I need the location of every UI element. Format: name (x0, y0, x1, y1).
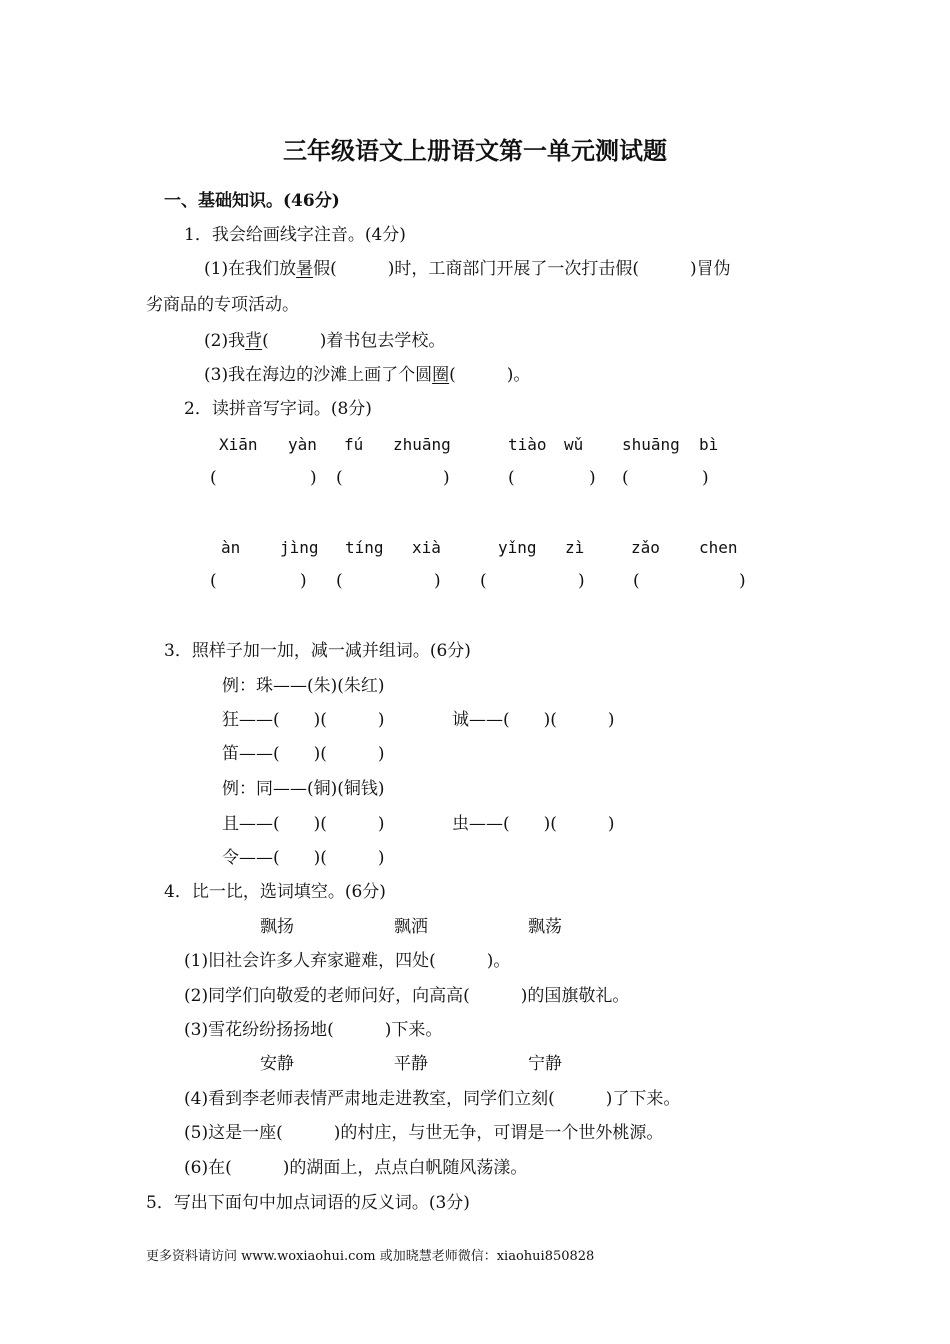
pinyin: shuāng (622, 435, 680, 454)
q3-line: 狂——( )( ) (222, 710, 385, 730)
q3-line: 虫——( )( ) (452, 814, 615, 834)
answer-paren-open: ( (336, 468, 343, 488)
q4-sentence: (4)看到李老师表情严肃地走进教室，同学们立刻( )了下来。 (184, 1089, 681, 1109)
word-choice: 宁静 (528, 1054, 562, 1074)
underlined-char: 圈 (432, 365, 450, 385)
answer-paren-open: ( (508, 468, 515, 488)
page-title: 三年级语文上册语文第一单元测试题 (283, 136, 667, 165)
q3-example-1: 例：珠——(朱)(朱红) (222, 676, 385, 696)
underlined-char: 暑 (296, 259, 314, 279)
pinyin: tiào (508, 435, 547, 454)
q1-item1-continued: 劣商品的专项活动。 (146, 295, 299, 315)
answer-paren-close: ) (443, 468, 450, 488)
q1-item2: (2)我背( )着书包去学校。 (204, 331, 446, 351)
q3-line: 且——( )( ) (222, 814, 385, 834)
word-choice: 安静 (260, 1054, 294, 1074)
pinyin: chen (699, 538, 738, 557)
q3-prompt: 3．照样子加一加，减一减并组词。(6分) (164, 641, 471, 661)
answer-paren-open: ( (622, 468, 629, 488)
answer-paren-close: ) (434, 571, 441, 591)
q3-line: 诚——( )( ) (452, 710, 615, 730)
q3-line: 令——( )( ) (222, 848, 385, 868)
pinyin: tíng (345, 538, 384, 557)
answer-paren-open: ( (480, 571, 487, 591)
answer-paren-open: ( (210, 571, 217, 591)
q4-sentence: (2)同学们向敬爱的老师问好，向高高( )的国旗敬礼。 (184, 986, 630, 1006)
answer-paren-close: ) (702, 468, 709, 488)
word-choice: 飘扬 (260, 917, 294, 937)
answer-paren-close: ) (310, 468, 317, 488)
answer-paren-close: ) (589, 468, 596, 488)
q4-sentence: (6)在( )的湖面上，点点白帆随风荡漾。 (184, 1158, 528, 1178)
pinyin: zǎo (631, 538, 660, 557)
underlined-char: 背 (245, 331, 263, 351)
q4-sentence: (1)旧社会许多人弃家避难，四处( )。 (184, 951, 511, 971)
pinyin: yàn (288, 435, 317, 454)
q4-sentence: (3)雪花纷纷扬扬地( )下来。 (184, 1020, 443, 1040)
q1-item3: (3)我在海边的沙滩上画了个圆圈( )。 (204, 365, 531, 385)
answer-paren-close: ) (578, 571, 585, 591)
pinyin: àn (221, 538, 241, 557)
answer-paren-open: ( (210, 468, 217, 488)
pinyin: zhuāng (393, 435, 451, 454)
q1-item1: (1)在我们放暑假( )时，工商部门开展了一次打击假( )冒伪 (204, 259, 731, 279)
word-choice: 飘洒 (394, 917, 428, 937)
q3-line: 笛——( )( ) (222, 744, 385, 764)
q1-prompt: 1．我会给画线字注音。(4分) (184, 225, 406, 245)
word-choice: 飘荡 (528, 917, 562, 937)
pinyin: wǔ (564, 435, 584, 454)
pinyin: jìng (280, 538, 319, 557)
answer-paren-close: ) (739, 571, 746, 591)
pinyin: xià (412, 538, 441, 557)
pinyin: yǐng (498, 538, 537, 557)
answer-paren-open: ( (633, 571, 640, 591)
answer-paren-close: ) (300, 571, 307, 591)
pinyin: fú (344, 435, 364, 454)
footer-note: 更多资料请访问 www.woxiaohui.com 或加晓慧老师微信：xiaohui850828 (146, 1249, 595, 1264)
word-choice: 平静 (394, 1054, 428, 1074)
answer-paren-open: ( (336, 571, 343, 591)
section-heading-basic: 一、基础知识。(46分) (164, 191, 340, 211)
q4-prompt: 4．比一比，选词填空。(6分) (164, 882, 386, 902)
q5-prompt: 5．写出下面句中加点词语的反义词。(3分) (146, 1193, 470, 1213)
q4-sentence: (5)这是一座( )的村庄，与世无争，可谓是一个世外桃源。 (184, 1123, 664, 1143)
pinyin: zì (565, 538, 585, 557)
pinyin: Xiān (219, 435, 258, 454)
pinyin: bì (699, 435, 719, 454)
q2-prompt: 2．读拼音写字词。(8分) (184, 399, 372, 419)
q3-example-2: 例：同——(铜)(铜钱) (222, 779, 385, 799)
